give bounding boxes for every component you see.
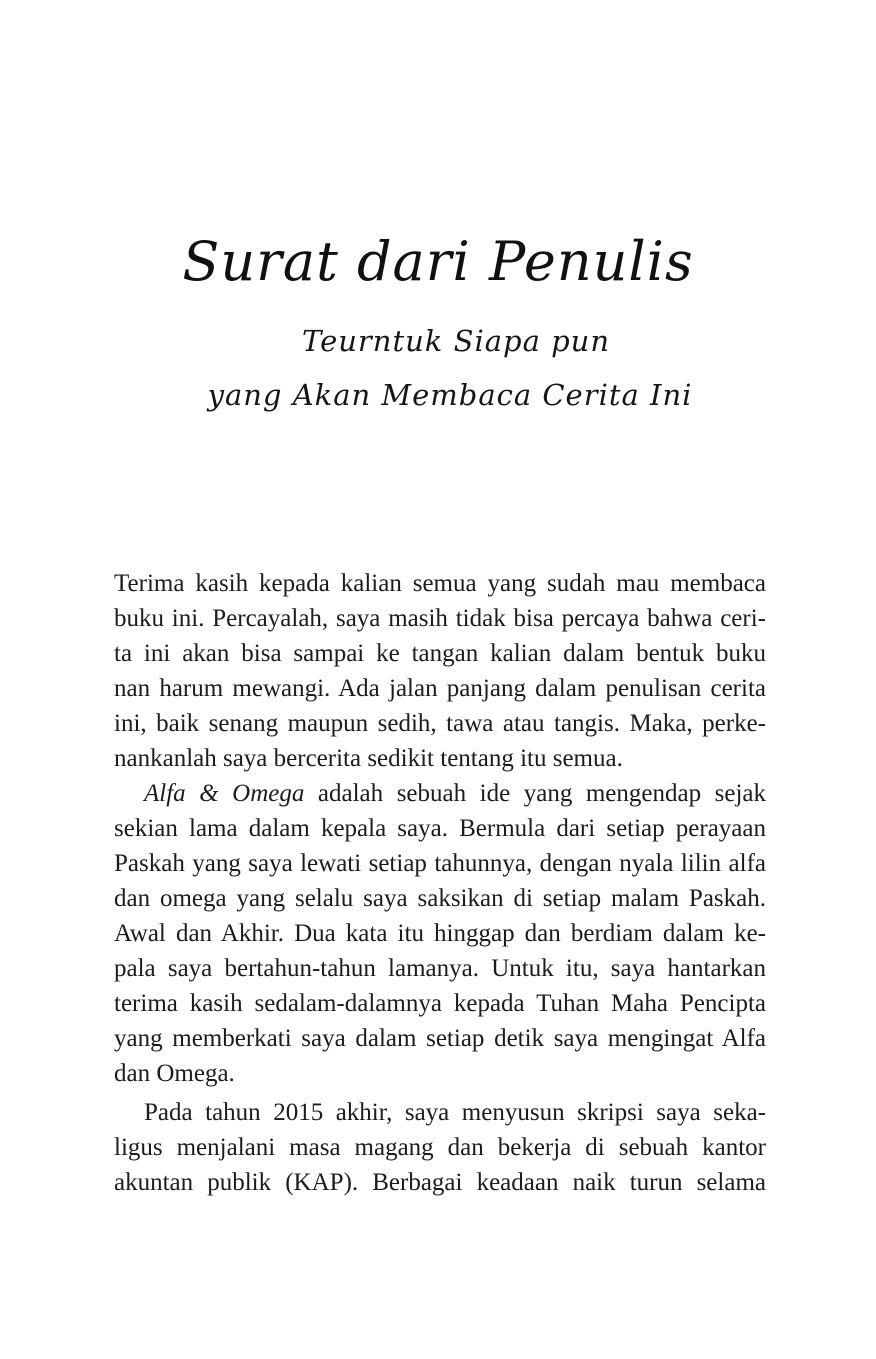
text-line: dan omega yang selalu saya saksikan di setiap malam Paskah. xyxy=(114,885,766,912)
text-line: Terima kasih kepada kalian semua yang sudah mau membaca xyxy=(114,570,766,597)
text-line-rest: adalah sebuah ide yang mengendap sejak xyxy=(304,780,766,807)
text-line: pala saya bertahun-tahun lamanya. Untuk itu, saya hantarkan xyxy=(114,955,766,982)
text-line: Pada tahun 2015 akhir, saya menyusun skripsi saya seka- xyxy=(144,1099,766,1126)
text-line xyxy=(114,776,766,811)
paragraph xyxy=(114,776,766,1091)
text-line: terima kasih sedalam-dalamnya kepada Tuhan Maha Pencipta xyxy=(114,990,766,1017)
body-text xyxy=(114,566,766,1200)
text-line: dan Omega. xyxy=(114,1060,235,1087)
subtitle-line-1: Teurntuk Siapa pun xyxy=(301,324,610,358)
text-line: yang memberkati saya dalam setiap detik saya mengingat Alfa xyxy=(114,1025,766,1052)
text-line: nankanlah saya bercerita sedikit tentang itu semua. xyxy=(114,745,623,772)
text-line: akuntan publik (KAP). Berbagai keadaan naik turun selama xyxy=(114,1169,766,1196)
text-line: ligus menjalani masa magang dan bekerja di sebuah kantor xyxy=(114,1134,766,1161)
text-line: Paskah yang saya lewati setiap tahunnya, dengan nyala lilin alfa xyxy=(114,850,766,877)
subtitle-line-2: yang Akan Membaca Cerita Ini xyxy=(207,378,693,412)
text-line: ini, baik senang maupun sedih, tawa atau tangis. Maka, perke- xyxy=(114,710,766,737)
paragraph xyxy=(114,566,766,776)
text-line: ta ini akan bisa sampai ke tangan kalian dalam bentuk buku xyxy=(114,640,766,667)
text-line: sekian lama dalam kepala saya. Bermula dari setiap perayaan xyxy=(114,815,766,842)
paragraph xyxy=(114,1095,766,1200)
chapter-title: Surat dari Penulis xyxy=(182,230,694,293)
text-line: nan harum mewangi. Ada jalan panjang dalam penulisan cerita xyxy=(114,675,766,702)
book-title-italic: Alfa & Omega xyxy=(144,780,305,807)
text-line: Awal dan Akhir. Dua kata itu hinggap dan berdiam dalam ke- xyxy=(114,920,766,947)
text-line: buku ini. Percayalah, saya masih tidak bisa percaya bahwa ceri- xyxy=(114,605,766,632)
